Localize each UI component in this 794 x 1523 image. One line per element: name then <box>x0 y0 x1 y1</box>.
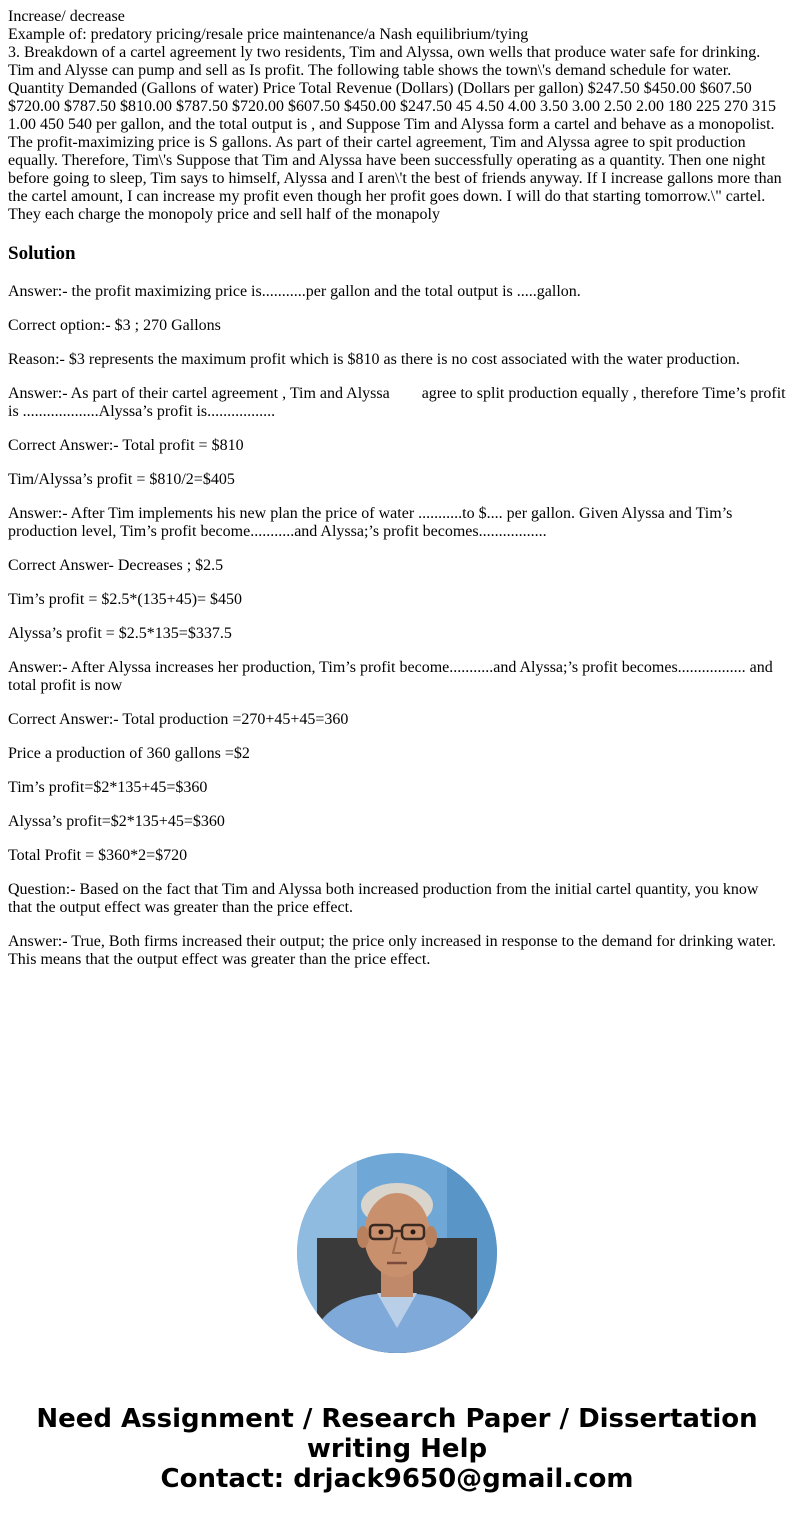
contact-footer <box>0 1404 794 1494</box>
question-line-example: Example of: predatory pricing/resale price maintenance/a Nash equilibrium/tying <box>8 26 529 43</box>
solution-paragraph: Answer:- the profit maximizing price is...........per gallon and the total output is .....gallon. <box>8 283 581 300</box>
solution-paragraph: Correct Answer:- Total profit = $810 <box>8 437 244 454</box>
question-line-topic: Increase/ decrease <box>8 8 125 25</box>
question-text <box>8 8 786 224</box>
solution-paragraph: Answer:- As part of their cartel agreement , Tim and Alyssa agree to split production equally , therefore Time’s profit is ...................Alyssa’s profit is................. <box>8 385 790 420</box>
solution-paragraph: Alyssa’s profit = $2.5*135=$337.5 <box>8 625 232 642</box>
solution-paragraph: Answer:- After Alyssa increases her production, Tim’s profit become...........and Alyssa;’s profit becomes................. and total profit is now <box>8 659 773 694</box>
person-portrait-icon <box>297 1153 497 1353</box>
solution-paragraph: Correct option:- $3 ; 270 Gallons <box>8 317 221 334</box>
solution-paragraph: Reason:- $3 represents the maximum profit which is $810 as there is no cost associated with the water production. <box>8 351 740 368</box>
footer-contact-email: Contact: drjack9650@gmail.com <box>160 1464 634 1494</box>
avatar <box>297 1153 497 1353</box>
solution-paragraph: Correct Answer- Decreases ; $2.5 <box>8 557 224 574</box>
solution-paragraph: Correct Answer:- Total production =270+45+45=360 <box>8 711 349 728</box>
solution-paragraph: Answer:- True, Both firms increased their output; the price only increased in response to the demand for drinking water. This means that the output effect was greater than the price effect. <box>8 933 776 968</box>
footer-line: Need Assignment / Research Paper / Dissertation <box>36 1404 758 1434</box>
footer-line: writing Help <box>306 1434 488 1464</box>
solution-paragraph: Total Profit = $360*2=$720 <box>8 847 188 864</box>
solution-paragraph: Tim/Alyssa’s profit = $810/2=$405 <box>8 471 235 488</box>
solution-paragraph: Tim’s profit = $2.5*(135+45)= $450 <box>8 591 243 608</box>
solution-paragraph: Answer:- After Tim implements his new plan the price of water ...........to $.... per gallon. Given Alyssa and Tim’s production level, Tim’s profit become...........and Alyssa;’s profit becomes................. <box>8 505 733 540</box>
solution-paragraph: Alyssa’s profit=$2*135+45=$360 <box>8 813 225 830</box>
solution-paragraph: Price a production of 360 gallons =$2 <box>8 745 250 762</box>
question-body: 3. Breakdown of a cartel agreement ly two residents, Tim and Alyssa, own wells that produce water safe for drinking. Tim and Alysse can pump and sell as Is profit. The following table shows the town\'s demand schedule for water. Quantity Demanded (Gallons of water) Price Total Revenue (Dollars) (Dollars per gallon) $247.50 $450.00 $607.50 $720.00 $787.50 $810.00 $787.50 $720.00 $607.50 $450.00 $247.50 45 4.50 4.00 3.50 3.00 2.50 2.00 180 225 270 315 1.00 450 540 per gallon, and the total output is , and Suppose Tim and Alyssa form a cartel and behave as a monopolist. The profit-maximizing price is S gallons. As part of their cartel agreement, Tim and Alyssa agree to spit production equally. Therefore, Tim\'s Suppose that Tim and Alyssa have been successfully operating as a quantity. Then one night before going to sleep, Tim says to himself, Alyssa and I aren\'t the best of friends anyway. If I increase gallons more than the cartel amount, I can increase my profit even though her profit goes down. I will do that starting tomorrow.\" cartel. They each charge the monopoly price and sell half of the monapoly <box>8 44 782 223</box>
solution-body <box>8 283 790 985</box>
solution-heading: Solution <box>8 243 76 264</box>
solution-paragraph: Tim’s profit=$2*135+45=$360 <box>8 779 208 796</box>
solution-paragraph: Question:- Based on the fact that Tim and Alyssa both increased production from the initial cartel quantity, you know that the output effect was greater than the price effect. <box>8 881 759 916</box>
